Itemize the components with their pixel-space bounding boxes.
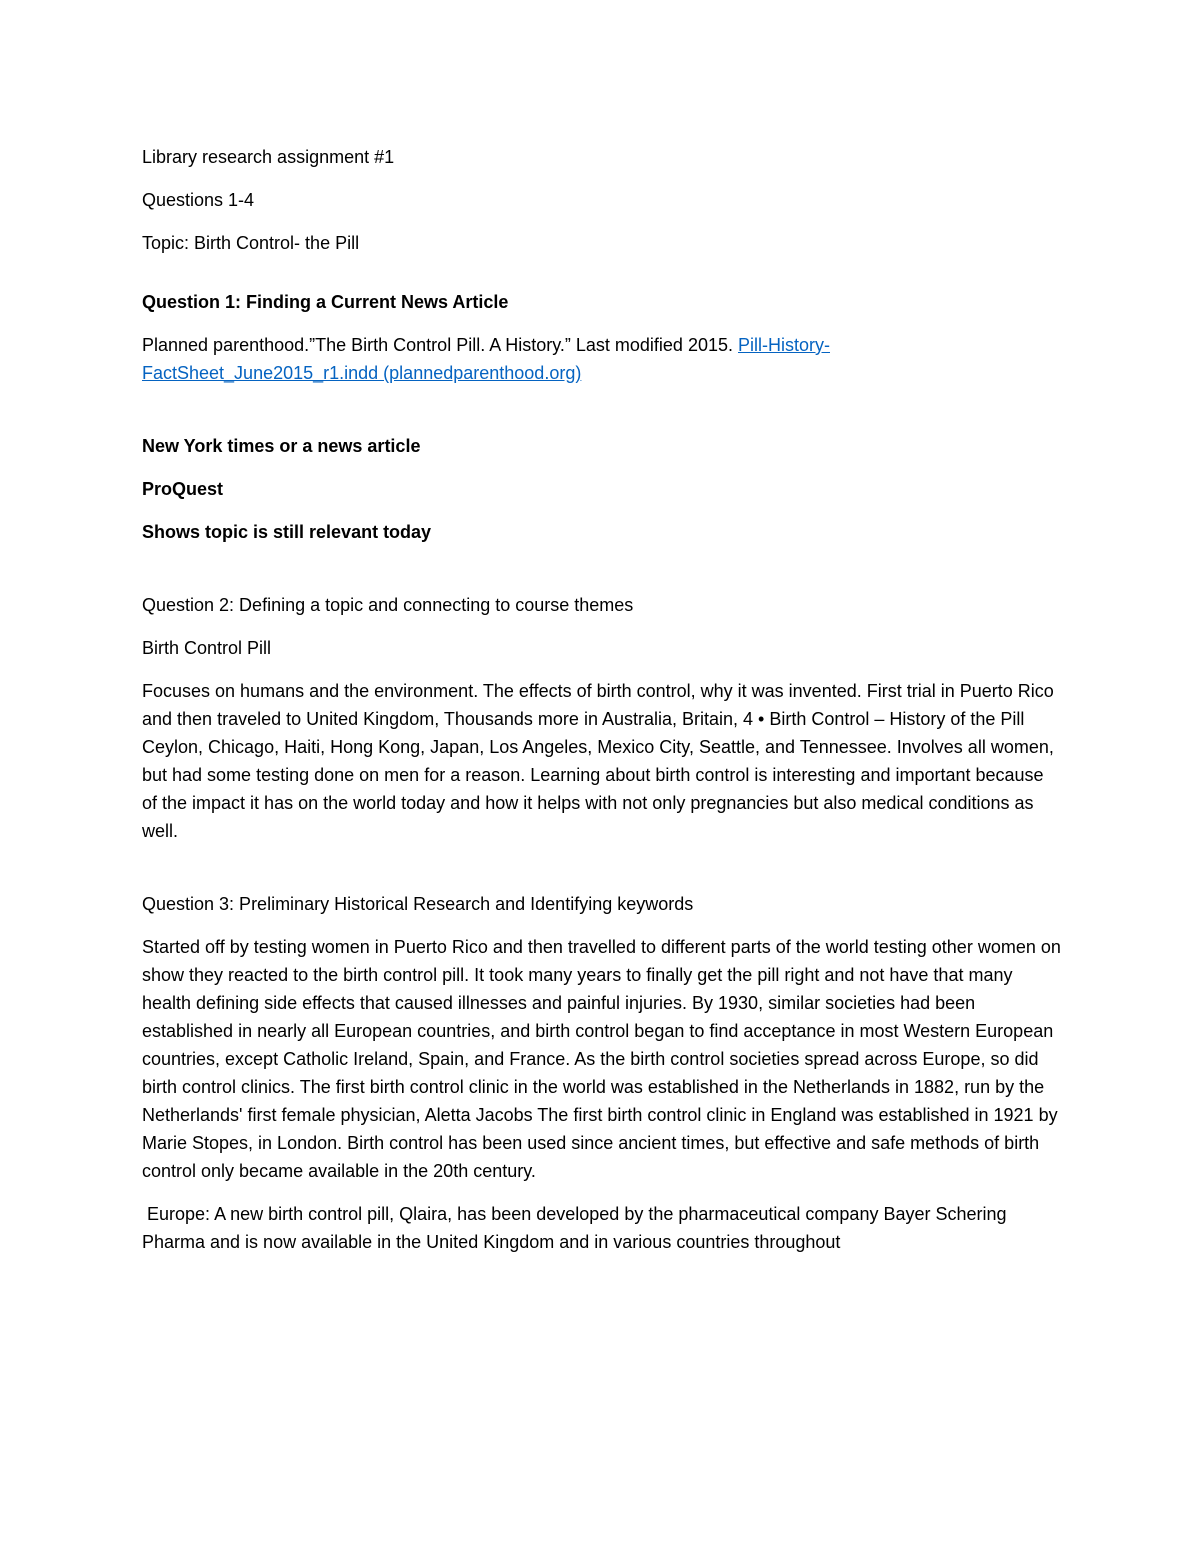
citation-text: Planned parenthood.”The Birth Control Pill. A History.” Last modified 2015.: [142, 335, 738, 355]
citation-paragraph: [142, 331, 1062, 387]
spacer: [142, 860, 1062, 890]
question-2-heading: Question 2: Defining a topic and connecting to course themes: [142, 595, 634, 615]
question-1-heading: Question 1: Finding a Current News Article: [142, 292, 509, 312]
citation-link[interactable]: Pill-History-FactSheet_June2015_r1.indd (plannedparenthood.org): [142, 335, 830, 383]
question-3-europe-paragraph: Europe: A new birth control pill, Qlaira, has been developed by the pharmaceutical company Bayer Schering Pharma and is now available in the United Kingdom and in various countries throughout: [142, 1204, 1012, 1252]
document-body: [142, 143, 1062, 1271]
question-3-heading: Question 3: Preliminary Historical Research and Identifying keywords: [142, 894, 694, 914]
note-new-york-times: New York times or a news article: [142, 436, 421, 456]
question-3-body: Started off by testing women in Puerto Rico and then travelled to different parts of the world testing other women on show they reacted to the birth control pill. It took many years to finally get the pill right and not have that many health defining side effects that caused illnesses and painful injuries. By 1930, similar societies had been established in nearly all European countries, and birth control began to find acceptance in most Western European countries, except Catholic Ireland, Spain, and France. As the birth control societies spread across Europe, so did birth control clinics. The first birth control clinic in the world was established in the Netherlands in 1882, run by the Netherlands' first female physician, Aletta Jacobs The first birth control clinic in England was established in 1921 by Marie Stopes, in London. Birth control has been used since ancient times, but effective and safe methods of birth control only became available in the 20th century.: [142, 937, 1061, 1181]
question-2-subtopic: Birth Control Pill: [142, 638, 272, 658]
document-title: Library research assignment #1: [142, 147, 395, 167]
note-proquest: ProQuest: [142, 479, 224, 499]
question-2-body: Focuses on humans and the environment. The effects of birth control, why it was invented. First trial in Puerto Rico and then traveled to United Kingdom, Thousands more in Australia, Britain, 4 • Birth Control – History of the Pill Ceylon, Chicago, Haiti, Hong Kong, Japan, Los Angeles, Mexico City, Seattle, and Tennessee. Involves all women, but had some testing done on men for a reason. Learning about birth control is interesting and important because of the impact it has on the world today and how it helps with not only pregnancies but also medical conditions as well.: [142, 681, 1054, 841]
questions-range: Questions 1-4: [142, 190, 255, 210]
spacer: [142, 402, 1062, 432]
spacer: [142, 561, 1062, 591]
note-relevance: Shows topic is still relevant today: [142, 522, 432, 542]
topic-line: Topic: Birth Control- the Pill: [142, 233, 360, 253]
spacer: [142, 272, 1062, 288]
